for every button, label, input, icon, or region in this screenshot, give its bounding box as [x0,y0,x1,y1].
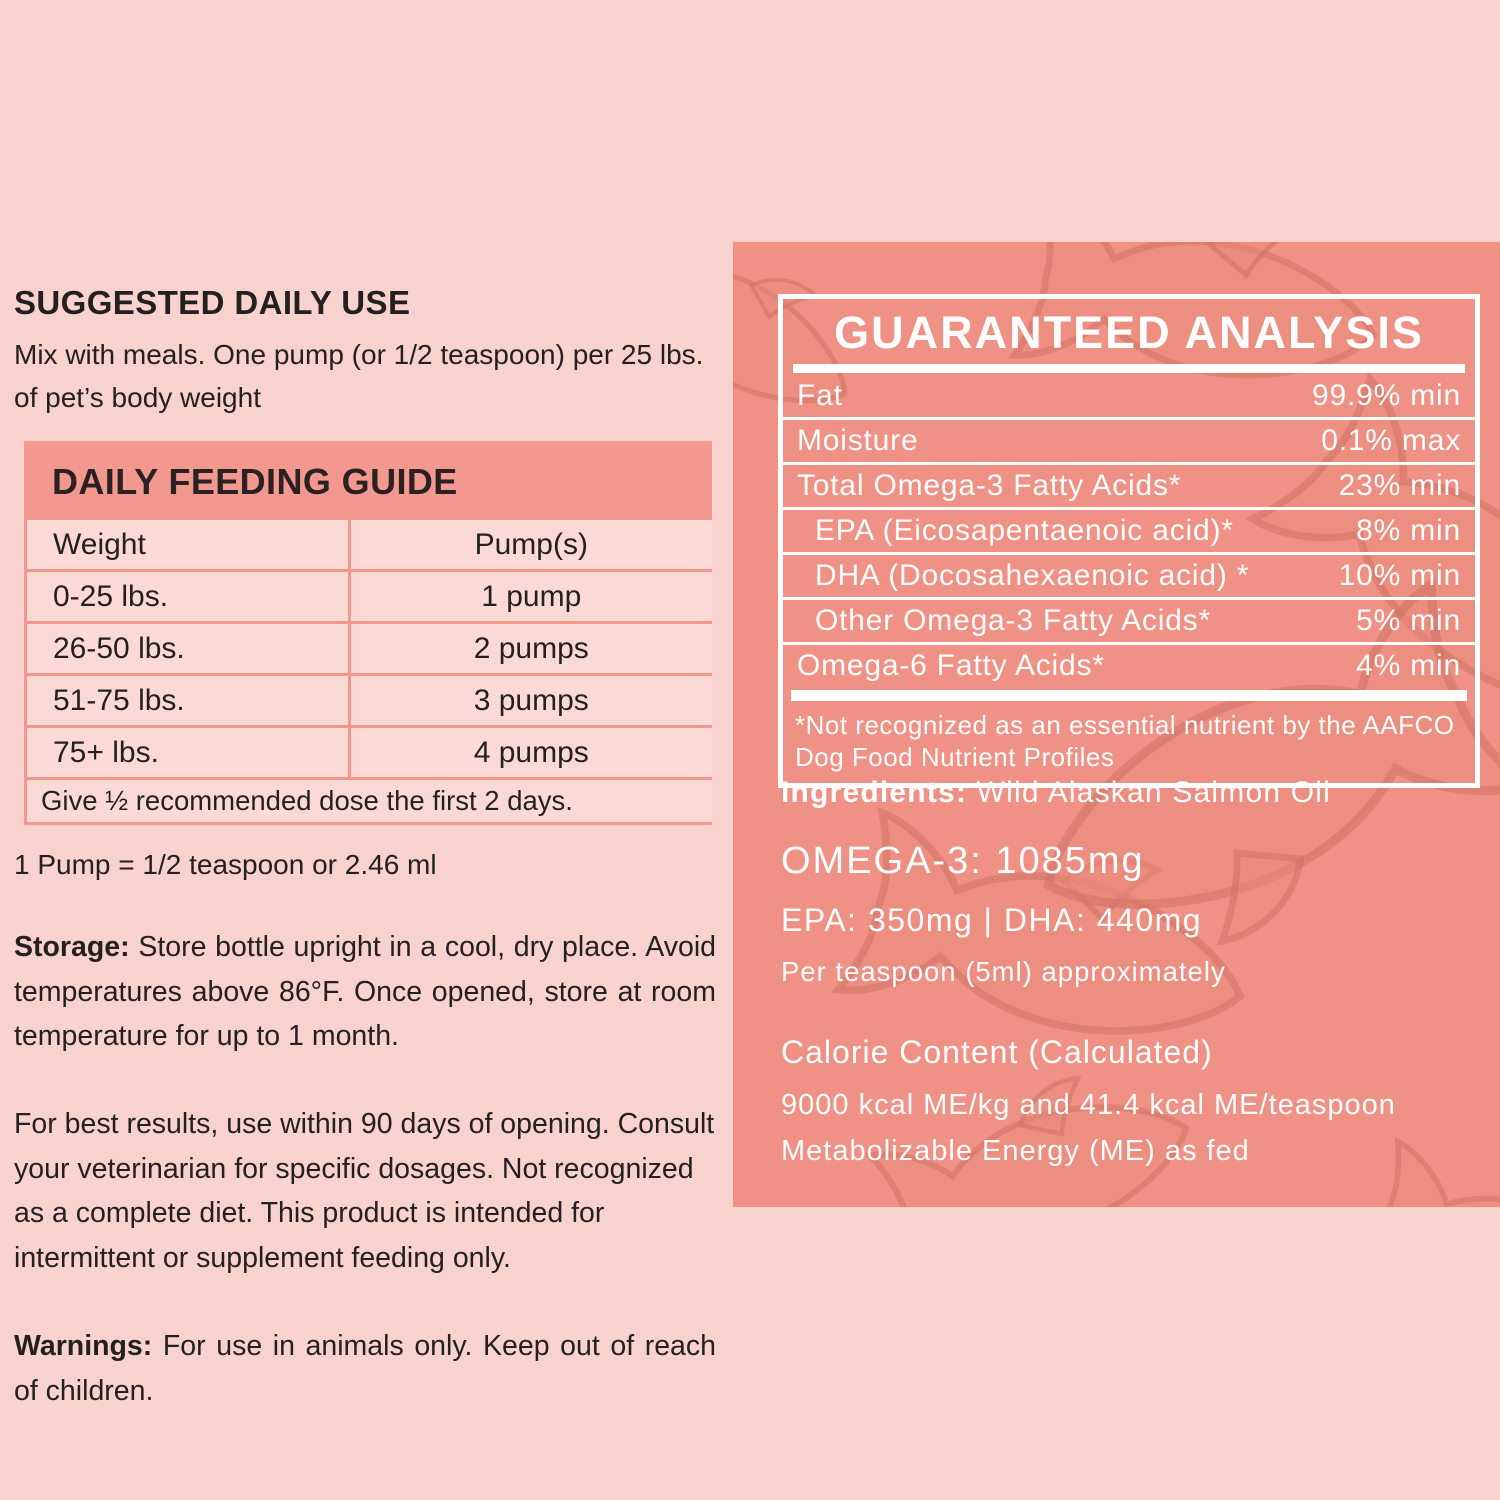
panel-info-block [781,762,1451,1168]
analysis-row-other-omega3: Other Omega-3 Fatty Acids* 5% min [783,597,1475,642]
guaranteed-analysis-box [778,294,1480,788]
analysis-row-moisture: Moisture 0.1% max [783,417,1475,462]
analysis-row-dha: DHA (Docosahexaenoic acid) * 10% min [783,552,1475,597]
column-header-weight: Weight [27,520,348,569]
feeding-guide-footnote: Give ½ recommended dose the first 2 days. [27,780,712,822]
table-row-weight: 75+ lbs. [27,728,348,777]
nutrition-panel [733,242,1500,1207]
best-results-paragraph: For best results, use within 90 days of opening. Consult your veterinarian for specific dosages. Not recognized as a complete diet. This product is intended for intermittent or supplement feeding only. [14,1108,715,1274]
warnings-label: Warnings: [14,1330,153,1363]
column-header-pumps: Pump(s) [351,520,712,569]
analysis-rows [783,375,1475,687]
ingredients-label: Ingredients: [781,776,968,809]
suggested-use-section [14,284,716,1413]
suggested-use-instructions [14,334,716,419]
analysis-row-omega6: Omega-6 Fatty Acids* 4% min [783,642,1475,687]
storage-text: Store bottle upright in a cool, dry place. Avoid temperatures above 86°F. Once opened, store at room temperature for up to 1 month. [14,931,716,1052]
daily-feeding-guide-table [24,441,712,825]
guaranteed-analysis-title: GUARANTEED ANALYSIS [834,307,1424,358]
metabolizable-energy-note: Metabolizable Energy (ME) as fed [781,1135,1250,1167]
table-row-weight: 0-25 lbs. [27,572,348,621]
warnings-paragraph [14,1324,716,1413]
analysis-row-fat: Fat 99.9% min [797,379,1461,412]
table-row-pumps: 2 pumps [351,624,712,673]
aafco-footnote: *Not recognized as an essential nutrient by the AAFCO Dog Food Nutrient Profiles [795,710,1455,773]
instructions-line1: Mix with meals. One pump (or 1/2 teaspoon) per 25 lbs. [14,339,704,370]
ingredients-line [781,776,1451,810]
table-row-weight: 26-50 lbs. [27,624,348,673]
epa-dha-amounts: EPA: 350mg | DHA: 440mg [781,902,1203,938]
storage-paragraph [14,925,716,1058]
ingredients-value: Wild Alaskan Salmon Oil [976,776,1332,809]
table-row-pumps: 3 pumps [351,676,712,725]
divider-bar-bottom [791,690,1467,701]
calorie-content-title: Calorie Content (Calculated) [781,1034,1213,1070]
storage-label: Storage: [14,931,130,964]
instructions-line2: of pet’s body weight [14,381,261,413]
analysis-row-epa: EPA (Eicosapentaenoic acid)* 8% min [783,507,1475,552]
table-row-pumps: 1 pump [351,572,712,621]
warnings-text: For use in animals only. Keep out of reach of children. [14,1330,716,1407]
analysis-row-total-omega3: Total Omega-3 Fatty Acids* 23% min [783,462,1475,507]
feeding-guide-grid [27,520,709,822]
pump-conversion-note: 1 Pump = 1/2 teaspoon or 2.46 ml [14,849,437,881]
calorie-content-values: 9000 kcal ME/kg and 41.4 kcal ME/teaspoon [781,1089,1396,1121]
table-row-weight: 51-75 lbs. [27,676,348,725]
divider-bar-top [793,364,1465,373]
feeding-guide-title: DAILY FEEDING GUIDE [27,444,709,520]
table-row-pumps: 4 pumps [351,728,712,777]
omega3-amount: OMEGA-3: 1085mg [781,840,1145,882]
per-teaspoon-note: Per teaspoon (5ml) approximately [781,956,1226,987]
suggested-daily-use-title: SUGGESTED DAILY USE [14,284,411,321]
